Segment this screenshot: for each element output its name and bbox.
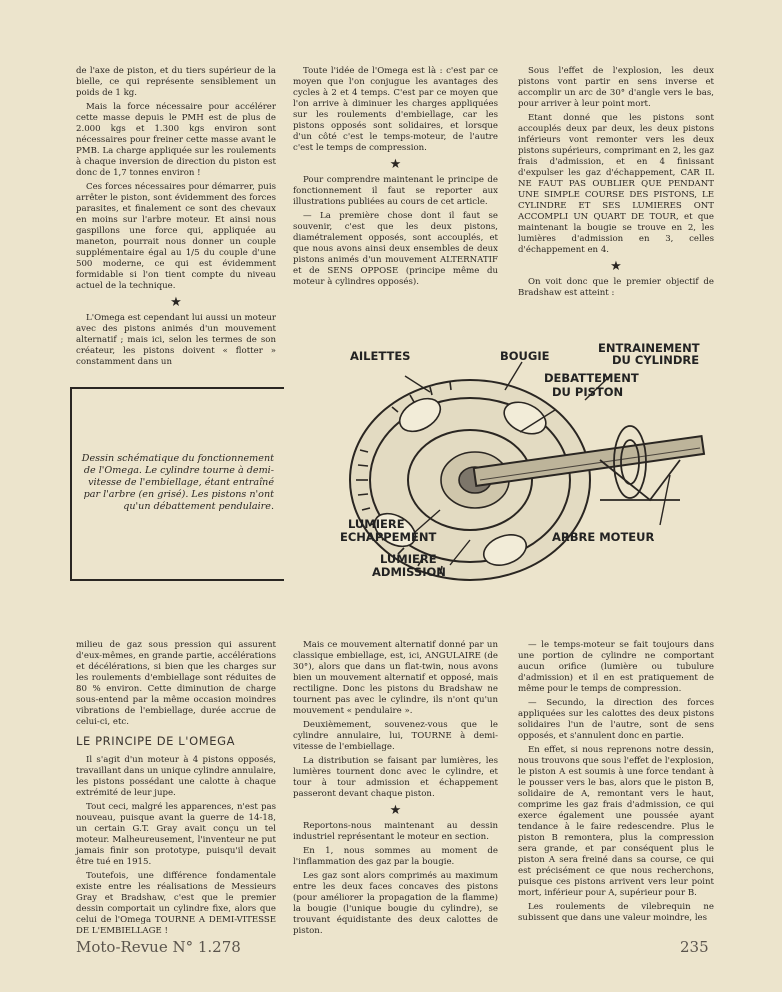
- page-number: 235: [680, 938, 709, 956]
- label-ailettes: AILETTES: [350, 349, 411, 363]
- engine-drawing: [300, 340, 720, 600]
- label-entrainement-1: ENTRAINEMENT: [598, 341, 700, 355]
- section-heading: LE PRINCIPE DE L'OMEGA: [76, 734, 236, 748]
- article-column-6: [518, 640, 714, 923]
- paragraph: de l'axe de piston, et du tiers supérieur de la bielle, ce qui représente sensiblement un poids de 1 kg.: [76, 66, 276, 98]
- paragraph: Mais ce mouvement alternatif donné par un classique embiellage, est, ici, ANGULAIRE (de 30°), alors que dans un flat-twin, nous avons bien un mouvement alternatif et opposé, mais rectiligne. Donc les pistons du Bradshaw ne tournent pas avec le cylindre, ils n'ont qu'un mouvement « pendulaire ».: [293, 640, 498, 716]
- paragraph: Les gaz sont alors comprimés au maximum entre les deux faces concaves des pistons (pour améliorer la propagation de la flamme) la bougie (l'unique bougie du cylindre), se trouvant équidistante des deux calottes de piston.: [293, 871, 498, 936]
- label-debattement-1: DEBATTEMENT: [544, 371, 639, 385]
- paragraph: En 1, nous sommes au moment de l'inflammation des gaz par la bougie.: [293, 846, 498, 867]
- paragraph: Mais la force nécessaire pour accélérer cette masse depuis le PMH est de plus de 2.000 kgs et 1.300 kgs environ sont nécessaires pour freiner cette masse avant le PMB. La charge appliquée sur les roulements à chaque inversion de direction du piston est donc de 1,7 tonnes environ !: [76, 102, 276, 178]
- paragraph: — le temps-moteur se fait toujours dans une portion de cylindre ne comportant aucun orifice (lumière ou tubulure d'admission) et il en est pratiquement de même pour le temps de compression.: [518, 640, 714, 694]
- article-column-4: [76, 640, 276, 940]
- engine-diagram: [300, 340, 720, 600]
- paragraph: — Secundo, la direction des forces appliquées sur les calottes des deux pistons solidaires l'un de l'autre, sont de sens opposés, et s'annulent donc en partie.: [518, 698, 714, 741]
- figure-caption: Dessin schématique du fonctionnement de l'Omega. Le cylindre tourne à demi-vitesse de l'embiellage, étant entraîné par l'arbre (en grisé). Les pistons n'ont qu'un débattement pendulaire.: [81, 453, 274, 512]
- paragraph: Toutefois, une différence fondamentale existe entre les réalisations de Messieurs Gray et Bradshaw, c'est que le premier dessin comportait un cylindre fixe, alors que celui de l'Omega TOURNE A DEMI-VITESSE DE L'EMBIELLAGE !: [76, 871, 276, 936]
- paragraph: Etant donné que les pistons sont accouplés deux par deux, les deux pistons inférieurs vont remonter vers les deux pistons supérieurs, comprimant en 2, les gaz frais d'admission, et en 4 finissant d'expulser les gaz d'échappement, CAR IL NE FAUT PAS OUBLIER QUE PENDANT UNE SIMPLE COURSE DES PISTONS, LE CYLINDRE ET SES LUMIERES ONT ACCOMPLI UN QUART DE TOUR, et que maintenant la bougie se trouve en 2, les lumières d'admission en 3, celles d'échappement en 4.: [518, 113, 714, 255]
- paragraph: On voit donc que le premier objectif de Bradshaw est atteint :: [518, 277, 714, 298]
- paragraph: Ces forces nécessaires pour démarrer, puis arrêter le piston, sont évidemment des forces parasites, et finalement ce sont des chevaux en moins sur l'arbre moteur. Et ainsi nous gaspillons une force qui, appliquée au maneton, pourrait nous donner un couple supplémentaire égal au 1/5 du couple d'une 500 moderne, ce qui est évidemment formidable si l'on tient compte du niveau actuel de la technique.: [76, 182, 276, 291]
- label-lumiere-echappement-1: LUMIERE: [348, 517, 405, 531]
- label-lumiere-admission-2: ADMISSION: [372, 565, 446, 579]
- star-separator-icon: ★: [610, 259, 622, 274]
- label-arbre-moteur: ARBRE MOTEUR: [552, 530, 655, 544]
- label-entrainement-2: DU CYLINDRE: [612, 353, 700, 367]
- paragraph: La distribution se faisant par lumières, les lumières tournent donc avec le cylindre, et tour à tour admission et échappement passeront devant chaque piston.: [293, 756, 498, 799]
- paragraph: Pour comprendre maintenant le principe de fonctionnement il faut se reporter aux illustrations publiées au cours de cet article.: [293, 175, 498, 207]
- paragraph: Tout ceci, malgré les apparences, n'est pas nouveau, puisque avant la guerre de 14-18, un certain G.T. Gray avait conçu un tel moteur. Malheureusement, l'inventeur ne put jamais finir son prototype, puisqu'il devait être tué en 1915.: [76, 802, 276, 867]
- article-column-1: [76, 66, 276, 367]
- paragraph: Reportons-nous maintenant au dessin industriel représentant le moteur en section.: [293, 821, 498, 842]
- paragraph: L'Omega est cependant lui aussi un moteur avec des pistons animés d'un mouvement alternatif ; mais ici, selon les termes de son créateur, les pistons doivent « flotter » constamment dans un: [76, 313, 276, 367]
- paragraph: milieu de gaz sous pression qui assurent d'eux-mêmes, en grande partie, accélérations et décélérations, si bien que les charges sur les roulements d'embiellage sont réduites de 80 % environ. Cette diminution de charge sous-entend par la même occasion moindres vibrations de l'embiellage, durée accrue de celui-ci, etc.: [76, 640, 276, 727]
- article-column-5: [293, 640, 498, 936]
- paragraph: Il s'agit d'un moteur à 4 pistons opposés, travaillant dans un unique cylindre annulaire, les pistons possédant une calotte à chaque extrémité de leur jupe.: [76, 755, 276, 798]
- star-separator-icon: ★: [170, 295, 182, 310]
- paragraph: Les roulements de vilebrequin ne subissent que dans une valeur moindre, les: [518, 902, 714, 923]
- paragraph: Toute l'idée de l'Omega est là : c'est par ce moyen que l'on conjugue les avantages des cycles à 2 et 4 temps. C'est par ce moyen que l'on arrive à diminuer les charges appliquées sur les roulements d'embiellage, car les pistons opposés sont solidaires, et lorsque d'un côté c'est le temps-moteur, de l'autre c'est le temps de compression.: [293, 66, 498, 153]
- article-column-2: [293, 66, 498, 286]
- magazine-issue: Moto-Revue N° 1.278: [76, 938, 241, 956]
- paragraph: Sous l'effet de l'explosion, les deux pistons vont partir en sens inverse et accomplir un arc de 30° d'angle vers le bas, pour arriver à leur point mort.: [518, 66, 714, 109]
- star-separator-icon: ★: [389, 803, 402, 818]
- paragraph: Deuxièmement, souvenez-vous que le cylindre annulaire, lui, TOURNE à demi-vitesse de l'embiellage.: [293, 720, 498, 752]
- paragraph: — La première chose dont il faut se souvenir, c'est que les deux pistons, diamétralement opposés, sont accouplés, et que nous avons ainsi deux ensembles de deux pistons animés d'un mouvement ALTERNATIF et de SENS OPPOSE (principe même du moteur à cylindres opposés).: [293, 211, 498, 287]
- paragraph: En effet, si nous reprenons notre dessin, nous trouvons que sous l'effet de l'explosion, le piston A est soumis à une force tendant à le pousser vers le bas, alors que le piston B, solidaire de A, remontant vers le haut, comprime les gaz frais d'admission, ce qui exerce également une poussée ayant tendance à le faire redescendre. Plus le piston B remontera, plus la compression sera grande, et par conséquent plus le piston A sera freiné dans sa course, ce qui est précisément ce que nous recherchons, puisque ces pistons arrivent vers leur point mort, inférieur pour A, supérieur pour B.: [518, 745, 714, 898]
- star-separator-icon: ★: [389, 157, 402, 172]
- label-debattement-2: DU PISTON: [552, 385, 624, 399]
- label-lumiere-echappement-2: ECHAPPEMENT: [340, 530, 437, 544]
- label-lumiere-admission-1: LUMIERE: [380, 552, 437, 566]
- article-column-3: [518, 66, 714, 298]
- label-bougie: BOUGIE: [500, 349, 550, 363]
